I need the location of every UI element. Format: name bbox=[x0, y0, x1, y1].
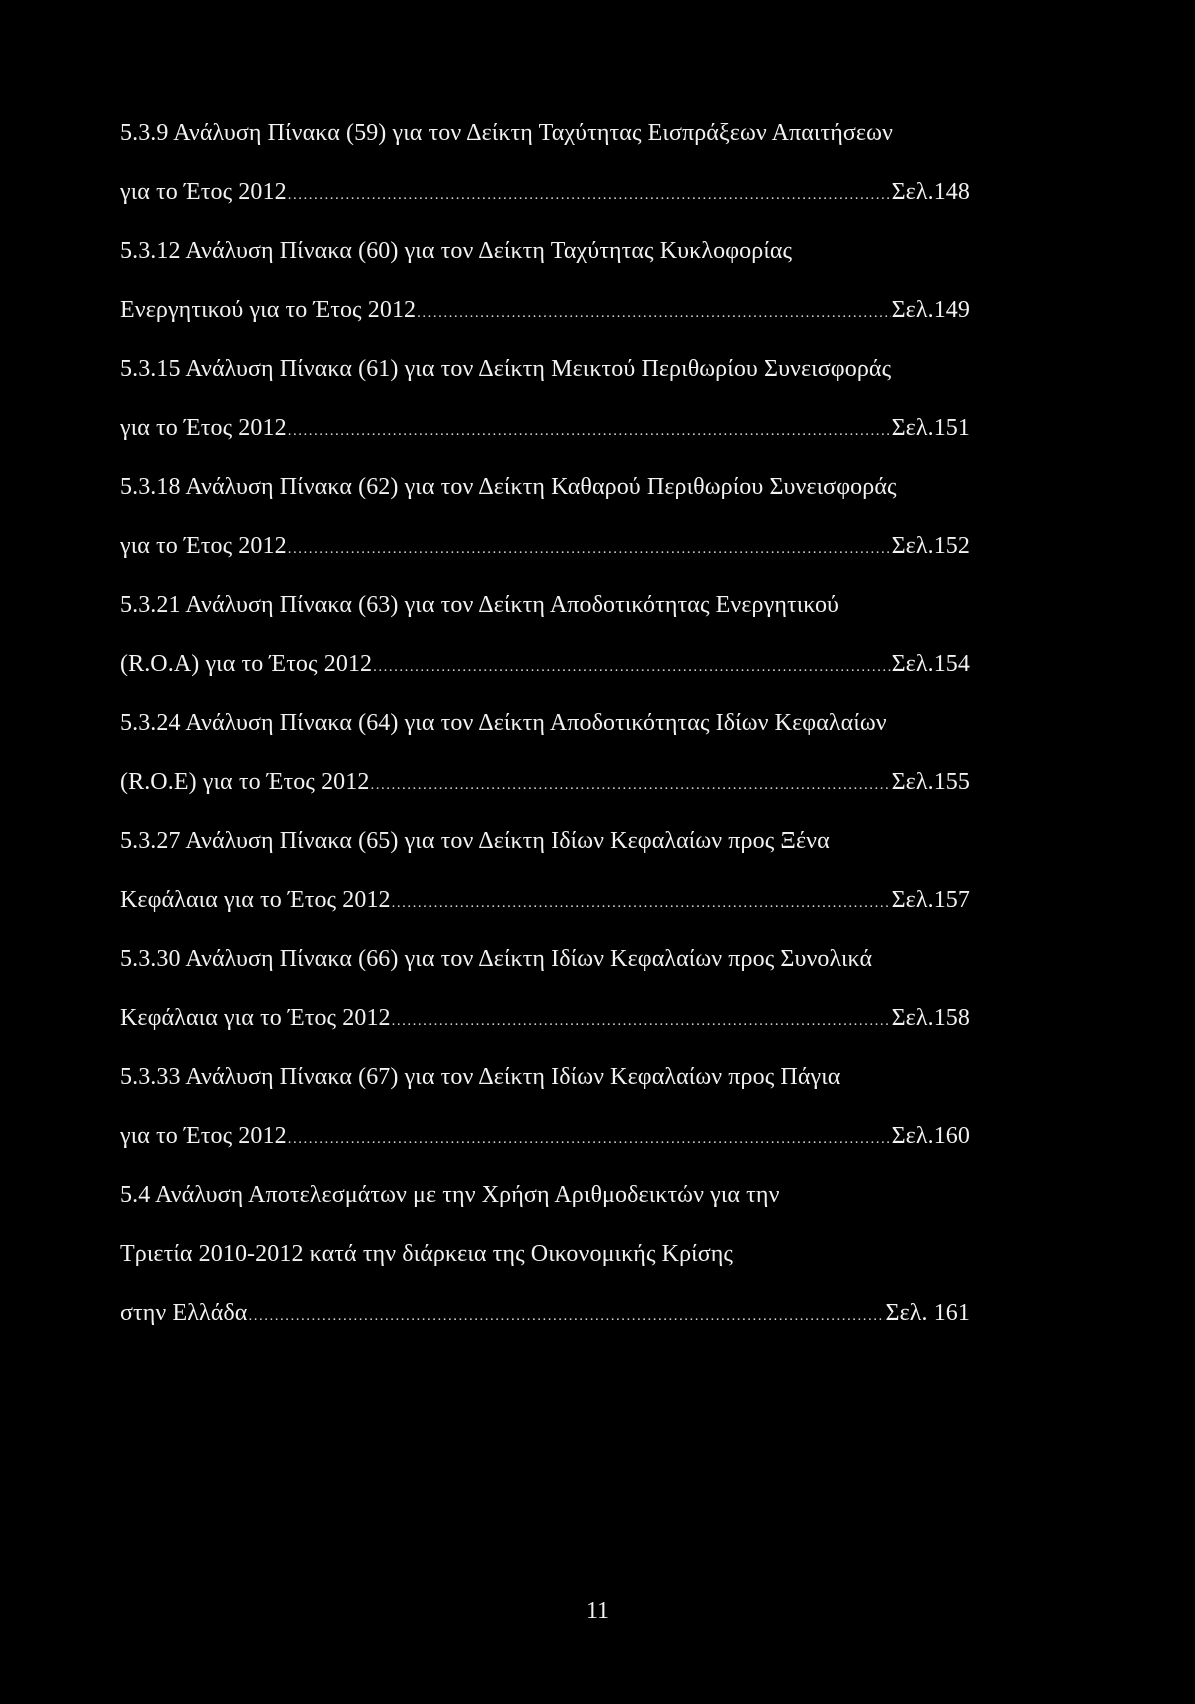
toc-entry-title-line: (R.O.A) για το Έτος 2012 bbox=[120, 651, 373, 677]
dot-leader bbox=[288, 416, 891, 446]
page-number: 11 bbox=[585, 1598, 610, 1624]
toc-entry-title-line: 5.3.12 Ανάλυση Πίνακα (60) για τον Δείκτη Ταχύτητας Κυκλοφορίας bbox=[120, 238, 793, 264]
dot-leader bbox=[370, 770, 890, 800]
toc-entry-title-line: 5.3.30 Ανάλυση Πίνακα (66) για τον Δείκτη Ιδίων Κεφαλαίων προς Συνολικά bbox=[120, 946, 873, 972]
dot-leader bbox=[373, 652, 890, 682]
toc-entry-title-line: Κεφάλαια για το Έτος 2012 bbox=[120, 1005, 391, 1031]
toc-entry-title-line: για το Έτος 2012 bbox=[120, 1123, 287, 1149]
toc-entry-title-line: 5.4 Ανάλυση Αποτελεσμάτων με την Χρήση Αριθμοδεικτών για την bbox=[120, 1182, 780, 1208]
toc-entry-title-line: 5.3.15 Ανάλυση Πίνακα (61) για τον Δείκτη Μεικτού Περιθωρίου Συνεισφοράς bbox=[120, 356, 892, 382]
toc-entry-page-ref: Σελ.149 bbox=[891, 297, 970, 323]
toc-entry-page-ref: Σελ.160 bbox=[891, 1123, 970, 1149]
dot-leader bbox=[288, 534, 891, 564]
toc-entry-page-ref: Σελ.158 bbox=[891, 1005, 970, 1031]
toc-entry-leader-line bbox=[120, 177, 970, 210]
toc-entry-leader-line bbox=[120, 1298, 970, 1331]
toc-entry-title-line: 5.3.27 Ανάλυση Πίνακα (65) για τον Δείκτη Ιδίων Κεφαλαίων προς Ξένα bbox=[120, 828, 830, 854]
toc-entry-title-line: Ενεργητικού για το Έτος 2012 bbox=[120, 297, 417, 323]
dot-leader bbox=[392, 1006, 891, 1036]
toc-entry-leader-line bbox=[120, 1003, 970, 1036]
toc-entry-title-line: Τριετία 2010-2012 κατά την διάρκεια της Οικονομικής Κρίσης bbox=[120, 1241, 734, 1267]
toc-entry-title-line: 5.3.18 Ανάλυση Πίνακα (62) για τον Δείκτη Καθαρού Περιθωρίου Συνεισφοράς bbox=[120, 474, 897, 500]
toc-entry-title-line: (R.O.E) για το Έτος 2012 bbox=[120, 769, 370, 795]
toc-entry-title-line: για το Έτος 2012 bbox=[120, 179, 287, 205]
toc-entry-leader-line bbox=[120, 885, 970, 918]
toc-entry-page-ref: Σελ.157 bbox=[891, 887, 970, 913]
toc-entry-leader-line bbox=[120, 531, 970, 564]
toc-entry-page-ref: Σελ. 161 bbox=[885, 1300, 970, 1326]
toc-entry-leader-line bbox=[120, 413, 970, 446]
toc-entry-page-ref: Σελ.152 bbox=[891, 533, 970, 559]
toc-entry-leader-line bbox=[120, 295, 970, 328]
toc-entry-title-line: Κεφάλαια για το Έτος 2012 bbox=[120, 887, 391, 913]
toc-entry-title-line: για το Έτος 2012 bbox=[120, 533, 287, 559]
toc-entry-title-line: 5.3.24 Ανάλυση Πίνακα (64) για τον Δείκτη Αποδοτικότητας Ιδίων Κεφαλαίων bbox=[120, 710, 887, 736]
toc-entry-leader-line bbox=[120, 649, 970, 682]
toc-entry-page-ref: Σελ.155 bbox=[891, 769, 970, 795]
toc-entry-page-ref: Σελ.151 bbox=[891, 415, 970, 441]
dot-leader bbox=[417, 298, 890, 328]
toc-entry-page-ref: Σελ.154 bbox=[891, 651, 970, 677]
toc-entry-title-line: στην Ελλάδα bbox=[120, 1300, 248, 1326]
dot-leader bbox=[392, 888, 891, 918]
toc-entry-page-ref: Σελ.148 bbox=[891, 179, 970, 205]
toc-entry-title-line: 5.3.9 Ανάλυση Πίνακα (59) για τον Δείκτη Ταχύτητας Εισπράξεων Απαιτήσεων bbox=[120, 120, 893, 146]
dot-leader bbox=[288, 1124, 891, 1154]
dot-leader bbox=[288, 180, 891, 210]
toc-entry-leader-line bbox=[120, 767, 970, 800]
toc-entry-title-line: 5.3.21 Ανάλυση Πίνακα (63) για τον Δείκτη Αποδοτικότητας Ενεργητικού bbox=[120, 592, 840, 618]
dot-leader bbox=[248, 1301, 884, 1331]
toc-entry-leader-line bbox=[120, 1121, 970, 1154]
toc-entry-title-line: για το Έτος 2012 bbox=[120, 415, 287, 441]
toc-entry-title-line: 5.3.33 Ανάλυση Πίνακα (67) για τον Δείκτη Ιδίων Κεφαλαίων προς Πάγια bbox=[120, 1064, 841, 1090]
